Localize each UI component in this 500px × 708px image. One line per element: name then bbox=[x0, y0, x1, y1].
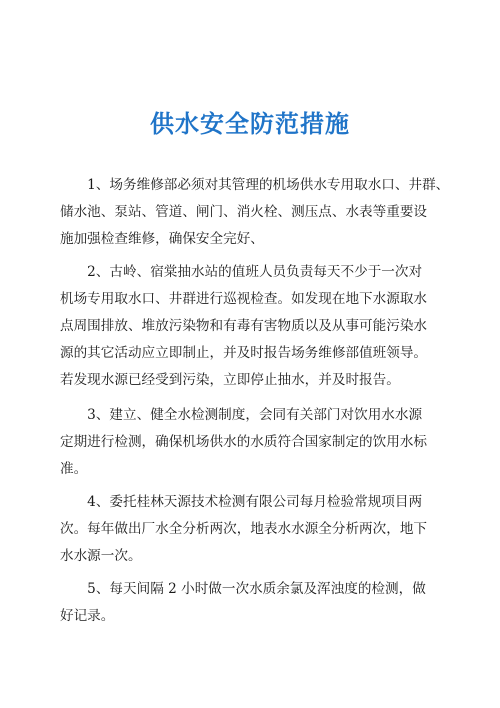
paragraph-line: 好记录。 bbox=[60, 608, 115, 624]
paragraph-line: 准。 bbox=[60, 461, 88, 477]
paragraph-3 bbox=[60, 402, 452, 483]
paragraph-1 bbox=[60, 172, 452, 253]
paragraph-line: 水水源一次。 bbox=[60, 548, 142, 564]
paragraph-line: 4、委托桂林天源技术检测有限公司每月检验常规项目两 bbox=[60, 494, 423, 510]
paragraph-line: 次。每年做出厂水全分析两次，地表水水源全分析两次，地下 bbox=[60, 521, 428, 537]
page-title: 供水安全防范措施 bbox=[150, 110, 350, 138]
paragraph-line: 定期进行检测，确保机场供水的水质符合国家制定的饮用水标 bbox=[60, 434, 428, 450]
paragraph-line: 3、建立、健全水检测制度，会同有关部门对饮用水水源 bbox=[60, 407, 423, 423]
paragraph-line: 点周围排放、堆放污染物和有毒有害物质以及从事可能污染水 bbox=[60, 318, 428, 334]
paragraph-line: 施加强检查维修，确保安全完好、 bbox=[60, 231, 264, 247]
paragraph-line: 源的其它活动应立即制止，并及时报告场务维修部值班领导。 bbox=[60, 345, 428, 361]
paragraph-4 bbox=[60, 489, 452, 570]
paragraph-2 bbox=[60, 259, 452, 394]
paragraph-line: 储水池、泵站、管道、闸门、消火栓、测压点、水表等重要设 bbox=[60, 204, 428, 220]
paragraph-line: 5、每天间隔 2 小时做一次水质余氯及浑浊度的检测，做 bbox=[60, 581, 426, 597]
paragraph-line: 机场专用取水口、井群进行巡视检查。如发现在地下水源取水 bbox=[60, 291, 428, 307]
paragraph-5 bbox=[60, 576, 452, 630]
paragraph-line: 1、场务维修部必须对其管理的机场供水专用取水口、井群、 bbox=[60, 177, 450, 193]
paragraph-line: 若发现水源已经受到污染，立即停止抽水，并及时报告。 bbox=[60, 372, 400, 388]
paragraph-line: 2、古岭、宿棠抽水站的值班人员负责每天不少于一次对 bbox=[60, 264, 423, 280]
